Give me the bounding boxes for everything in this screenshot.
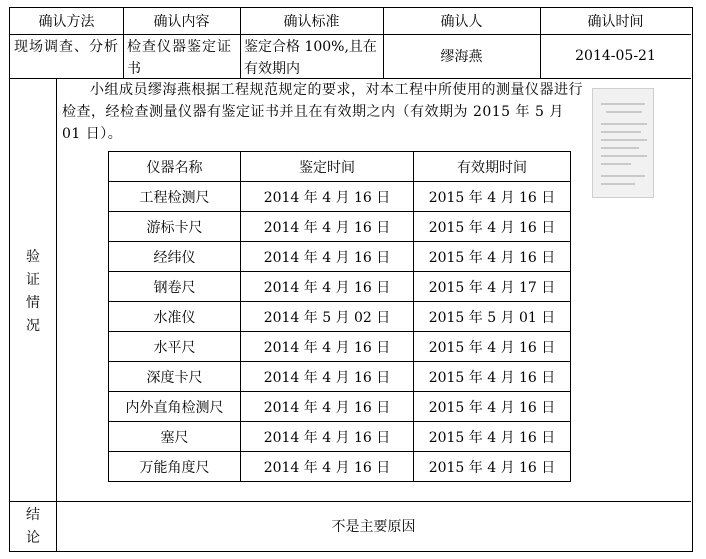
header-person: 确认人	[440, 14, 483, 30]
header-time: 确认时间	[587, 14, 644, 30]
table-row	[109, 422, 571, 452]
conclusion-label: 结论	[26, 507, 40, 546]
valid-until: 2015 年 4 月 16 日	[414, 212, 571, 242]
calibration-date: 2014 年 4 月 16 日	[241, 182, 414, 212]
instrument-name: 钢卷尺	[109, 272, 241, 302]
valid-until: 2015 年 4 月 16 日	[414, 242, 571, 272]
valid-until: 2015 年 4 月 16 日	[414, 392, 571, 422]
col-header-valid-until: 有效期时间	[414, 152, 571, 182]
col-header-calibration-date: 鉴定时间	[241, 152, 414, 182]
instrument-name: 内外直角检测尺	[109, 392, 241, 422]
row1-content: 检查仪器鉴定证书	[127, 39, 232, 77]
table-row	[109, 182, 571, 212]
calibration-date: 2014 年 4 月 16 日	[241, 392, 414, 422]
col-header-name: 仪器名称	[109, 152, 241, 182]
valid-until: 2015 年 4 月 16 日	[414, 332, 571, 362]
instrument-name: 水准仪	[109, 302, 241, 332]
instrument-table-header	[109, 152, 571, 182]
instrument-table	[108, 151, 571, 482]
valid-until: 2015 年 5 月 01 日	[414, 302, 571, 332]
table-row	[109, 332, 571, 362]
calibration-date: 2014 年 4 月 16 日	[241, 212, 414, 242]
confirmation-form	[9, 7, 693, 552]
valid-until: 2015 年 4 月 17 日	[414, 272, 571, 302]
instrument-name: 万能角度尺	[109, 452, 241, 482]
valid-until: 2015 年 4 月 16 日	[414, 422, 571, 452]
calibration-date: 2014 年 4 月 16 日	[241, 362, 414, 392]
instrument-name: 水平尺	[109, 332, 241, 362]
header-method: 确认方法	[38, 14, 95, 30]
row1-person: 缪海燕	[440, 49, 483, 65]
certificate-image	[592, 88, 654, 198]
instrument-name: 塞尺	[109, 422, 241, 452]
table-row	[109, 272, 571, 302]
valid-until: 2015 年 4 月 16 日	[414, 452, 571, 482]
calibration-date: 2014 年 4 月 16 日	[241, 452, 414, 482]
instrument-name: 游标卡尺	[109, 212, 241, 242]
row1-standard: 鉴定合格 100%,且在有效期内	[244, 39, 377, 77]
calibration-date: 2014 年 4 月 16 日	[241, 332, 414, 362]
grid-line	[56, 78, 57, 551]
instrument-name: 工程检测尺	[109, 182, 241, 212]
row1-method: 现场调查、分析	[14, 39, 119, 55]
table-row	[109, 452, 571, 482]
verification-label: 验证情况	[26, 249, 40, 334]
instrument-name: 深度卡尺	[109, 362, 241, 392]
calibration-date: 2014 年 5 月 02 日	[241, 302, 414, 332]
conclusion-text: 不是主要原因	[331, 519, 416, 535]
calibration-date: 2014 年 4 月 16 日	[241, 242, 414, 272]
calibration-date: 2014 年 4 月 16 日	[241, 422, 414, 452]
table-row	[109, 242, 571, 272]
header-content: 确认内容	[153, 14, 210, 30]
table-row	[109, 362, 571, 392]
table-row	[109, 212, 571, 242]
instrument-name: 经纬仪	[109, 242, 241, 272]
header-standard: 确认标准	[283, 14, 340, 30]
valid-until: 2015 年 4 月 16 日	[414, 182, 571, 212]
valid-until: 2015 年 4 月 16 日	[414, 362, 571, 392]
row1-time: 2014-05-21	[575, 48, 656, 64]
table-row	[109, 392, 571, 422]
table-row	[109, 302, 571, 332]
calibration-date: 2014 年 4 月 16 日	[241, 272, 414, 302]
verification-paragraph: 小组成员缪海燕根据工程规范规定的要求，对本工程中所使用的测量仪器进行检查，经检查测量仪器有鉴定证书并且在有效期之内（有效期为 2015 年 5 月 01 日）。	[62, 82, 583, 142]
